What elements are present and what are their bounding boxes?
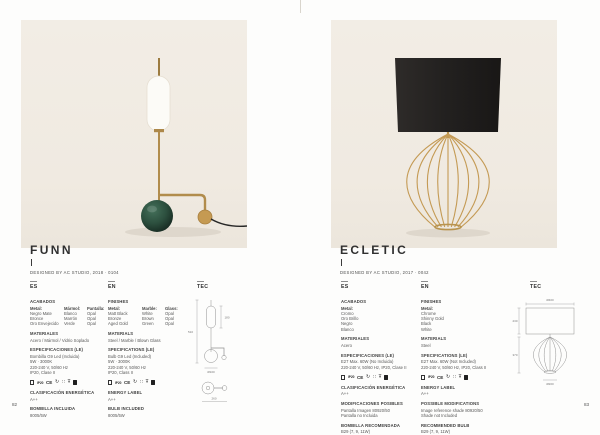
dim-base-width: 260 — [211, 396, 217, 401]
recycle-icon: ↻ — [365, 373, 371, 380]
product-title-funn: FUNN — [30, 243, 73, 257]
finish-option: Negro — [341, 321, 353, 327]
spec-line: 220-240 V, 50/60 Hz, IP20, Clase II — [341, 364, 407, 370]
energy-value: A++ — [108, 396, 116, 402]
bulb-title: BULB INCLUDED — [108, 406, 144, 412]
title-tick — [341, 259, 342, 266]
finish-cell: Aged Gold — [108, 321, 128, 327]
product-title-ecletic: ECLETIC — [340, 243, 409, 257]
materials-title: MATERIALS — [421, 336, 447, 342]
finish-cell: Blanco — [64, 310, 77, 316]
finish-cell: Marrón — [64, 316, 78, 322]
foot-disc — [198, 210, 212, 224]
dim-shade-height: 230 — [512, 319, 518, 323]
class-ii-icon — [341, 375, 345, 379]
certification-icons — [30, 380, 106, 386]
ce-mark-icon: CE — [123, 380, 131, 386]
dimmable-icon: ∷ — [452, 373, 456, 380]
page-number-left: 82 — [12, 402, 18, 407]
center-fold-mark — [300, 0, 301, 13]
finish-col-header: Metal: — [341, 305, 354, 311]
flammable-surface-icon: Ŧ — [378, 373, 382, 380]
finish-cell: Bronce — [30, 316, 44, 322]
energy-value: A++ — [30, 396, 38, 402]
funn-column-es — [30, 281, 106, 418]
column-label-tec: TEC — [197, 284, 209, 290]
column-label-en: EN — [108, 284, 116, 290]
spec-line: 220-240 V, 50/60 Hz, IP20, Class II — [421, 364, 487, 370]
materials-title: MATERIALES — [30, 331, 59, 337]
specs-title: SPECIFICATIONS (LE) — [108, 347, 155, 353]
designer-credit-funn: DESIGNED BY AC STUDIO, 2018 · 0104 — [30, 270, 119, 275]
materials-value: Steel / Marble / Blown Glass — [108, 337, 161, 343]
funn-product-photo — [21, 20, 247, 248]
spec-line: 5W · 3000K — [30, 359, 53, 365]
ce-mark-icon: CE — [436, 374, 444, 380]
finish-col-header: Pantalla: — [87, 305, 105, 311]
ip20-icon: IP20 — [347, 375, 355, 380]
column-label-es: ES — [341, 284, 349, 290]
finishes-table — [108, 306, 184, 327]
bulb-value: 8005/5W — [30, 412, 47, 418]
finish-col-header: Glass: — [165, 305, 178, 311]
weee-bin-icon — [73, 380, 77, 385]
energy-value: A++ — [421, 391, 429, 397]
flammable-surface-icon: Ŧ — [458, 373, 462, 380]
finish-cell: Opal — [165, 316, 174, 322]
shade-ring — [154, 129, 164, 132]
column-rule — [530, 281, 537, 282]
mods-title: POSSIBLE MODIFICATIONS — [421, 401, 480, 407]
bulb-title: BOMBILLA RECOMENDADA — [341, 422, 401, 428]
spec-line: 220-240 V, 50/60 Hz — [108, 364, 147, 370]
dim-shade-height: 180 — [224, 315, 230, 320]
energy-title: ENERGY LABEL — [108, 390, 143, 396]
weee-bin-icon — [464, 375, 468, 380]
finish-option: Cromo — [341, 310, 354, 316]
finish-option: Shinny Gold — [421, 316, 444, 322]
finish-cell: Opal — [87, 321, 96, 327]
specs-title: ESPECIFICACIONES (LE) — [341, 352, 395, 358]
column-rule — [30, 281, 37, 282]
ip20-icon: IP20 — [114, 380, 122, 385]
certification-icons — [421, 374, 497, 380]
dim-base-diameter: Ø200 — [546, 382, 554, 386]
weee-bin-icon — [151, 380, 155, 385]
finish-option: Chrome — [421, 310, 436, 316]
certification-icons — [108, 380, 184, 386]
class-ii-icon — [30, 380, 34, 384]
ip20-icon: IP20 — [427, 375, 435, 380]
materials-title: MATERIALES — [341, 336, 370, 342]
recycle-icon: ↻ — [54, 379, 60, 386]
spec-line: E27 Max. 60W (No Incluida) — [341, 359, 394, 365]
weee-bin-icon — [384, 375, 388, 380]
finishes-title: FINISHES — [108, 299, 129, 304]
finishes-title: ACABADOS — [30, 299, 56, 304]
dimmable-icon: ∷ — [139, 379, 143, 386]
materials-value: Steel — [421, 342, 431, 348]
drawing-shade — [526, 308, 574, 334]
ip20-icon: IP20 — [36, 380, 44, 385]
funn-technical-drawing — [183, 296, 245, 410]
ecletic-column-es — [341, 281, 417, 435]
funn-lamp-illustration — [21, 20, 247, 248]
finish-cell: Oro Envejecido — [30, 321, 59, 327]
bulb-title: BOMBILLA INCLUIDA — [30, 406, 76, 412]
spec-line: E27 Max. 60W (Not Included) — [421, 359, 476, 365]
glass-shade — [147, 76, 170, 131]
finish-option: White — [421, 326, 432, 332]
energy-title: CLASIFICACIÓN ENERGÉTICA — [30, 390, 95, 396]
finish-cell: Verde — [64, 321, 75, 327]
energy-value: A++ — [341, 391, 349, 397]
column-rule — [341, 281, 348, 282]
materials-value: Acero / Mármol / Vidrio Soplado — [30, 337, 90, 343]
finish-cell: Negro Mate — [30, 310, 52, 316]
spec-line: 5W · 3000K — [108, 359, 131, 365]
finish-cell: Brown — [142, 316, 154, 322]
finish-col-header: Mármol: — [64, 305, 81, 311]
mods-line: Pantalla Imagen 80920/50 — [341, 407, 390, 413]
ecletic-lamp-illustration — [331, 20, 557, 248]
dim-base-diameter: Ø100 — [207, 370, 215, 374]
finish-cell: Opal — [87, 316, 96, 322]
certification-icons — [341, 374, 417, 380]
finish-cell: Opal — [165, 321, 174, 327]
spec-line: Bombilla G9 Led (Incluida) — [30, 353, 80, 359]
column-label-es: ES — [30, 284, 38, 290]
finish-col-header: Metal: — [421, 305, 434, 311]
recycle-icon: ↻ — [132, 379, 138, 386]
materials-title: MATERIALS — [108, 331, 134, 337]
floor-shadow — [125, 227, 221, 237]
funn-column-en — [108, 281, 184, 418]
bulb-value: B29 (7, 9, 11W) — [421, 429, 451, 435]
flammable-surface-icon: Ŧ — [67, 379, 71, 386]
dim-shade-diameter: Ø400 — [546, 298, 554, 302]
spec-line: IP20, Class II — [108, 369, 133, 375]
column-rule — [421, 281, 428, 282]
specs-title: ESPECIFICACIONES (LE) — [30, 347, 84, 353]
dim-total-height: 510 — [188, 330, 194, 334]
finishes-title: FINISHES — [421, 299, 442, 304]
spec-line: 220-240 V, 50/60 Hz — [30, 364, 69, 370]
finish-option: Blanco — [341, 326, 354, 332]
finish-cell: White — [142, 310, 153, 316]
drawing-wire-cage — [533, 337, 566, 372]
title-tick — [31, 259, 32, 266]
designer-credit-ecletic: DESIGNED BY AC STUDIO, 2017 · 0042 — [340, 270, 429, 275]
column-label-en: EN — [421, 284, 429, 290]
mods-line: Shade not Included — [421, 412, 458, 418]
marble-highlight — [147, 206, 157, 213]
drawing-top-view-base — [202, 382, 214, 394]
bulb-title: RECOMMENDED BULB — [421, 422, 470, 428]
drawing-shade — [207, 306, 216, 328]
ce-mark-icon: CE — [356, 374, 364, 380]
wire-cage — [407, 134, 490, 227]
spec-line: Bulb G9 Led (Included) — [108, 353, 152, 359]
energy-title: CLASIFICACIÓN ENERGÉTICA — [341, 384, 406, 390]
finish-cell: Matt Black — [108, 310, 128, 316]
mods-line: Image reference shade 80920/50 — [421, 407, 483, 413]
finish-col-header: Metal: — [30, 305, 43, 311]
flammable-surface-icon: Ŧ — [145, 379, 149, 386]
finish-option: Black — [421, 321, 432, 327]
column-label-tec: TEC — [530, 284, 542, 290]
finish-cell: Opal — [87, 310, 96, 316]
specs-title: SPECIFICATIONS (LE) — [421, 352, 468, 358]
ecletic-technical-drawing — [512, 296, 590, 396]
dimmable-icon: ∷ — [372, 373, 376, 380]
drum-shade — [395, 58, 501, 132]
finishes-title: ACABADOS — [341, 299, 367, 304]
finishes-table — [30, 306, 106, 327]
spec-line: IP20, Clase II — [30, 369, 56, 375]
dim-body-height: 370 — [512, 353, 518, 357]
mods-title: MODIFICACIONES POSIBLES — [341, 401, 403, 407]
recycle-icon: ↻ — [445, 373, 451, 380]
dimmable-icon: ∷ — [61, 379, 65, 386]
ecletic-product-photo — [331, 20, 557, 248]
energy-title: ENERGY LABEL — [421, 384, 456, 390]
finish-col-header: Marble: — [142, 305, 157, 311]
ce-mark-icon: CE — [45, 380, 53, 386]
class-ii-icon — [108, 380, 112, 384]
class-ii-icon — [421, 375, 425, 379]
bulb-value: B29 (7, 9, 11W) — [341, 429, 371, 435]
finish-option: Oro Brillo — [341, 316, 359, 322]
finish-cell: Opal — [165, 310, 174, 316]
materials-value: Acero — [341, 342, 352, 348]
power-cable — [211, 219, 247, 226]
marble-base — [141, 200, 173, 232]
column-rule — [197, 281, 204, 282]
column-rule — [108, 281, 115, 282]
ecletic-column-en — [421, 281, 497, 435]
finish-col-header: Metal: — [108, 305, 121, 311]
mods-line: Pantalla no Incluida — [341, 412, 378, 418]
finish-cell: Green — [142, 321, 154, 327]
bulb-value: 8005/5W — [108, 412, 125, 418]
finish-cell: Bronze — [108, 316, 122, 322]
page-number-right: 83 — [584, 402, 590, 407]
